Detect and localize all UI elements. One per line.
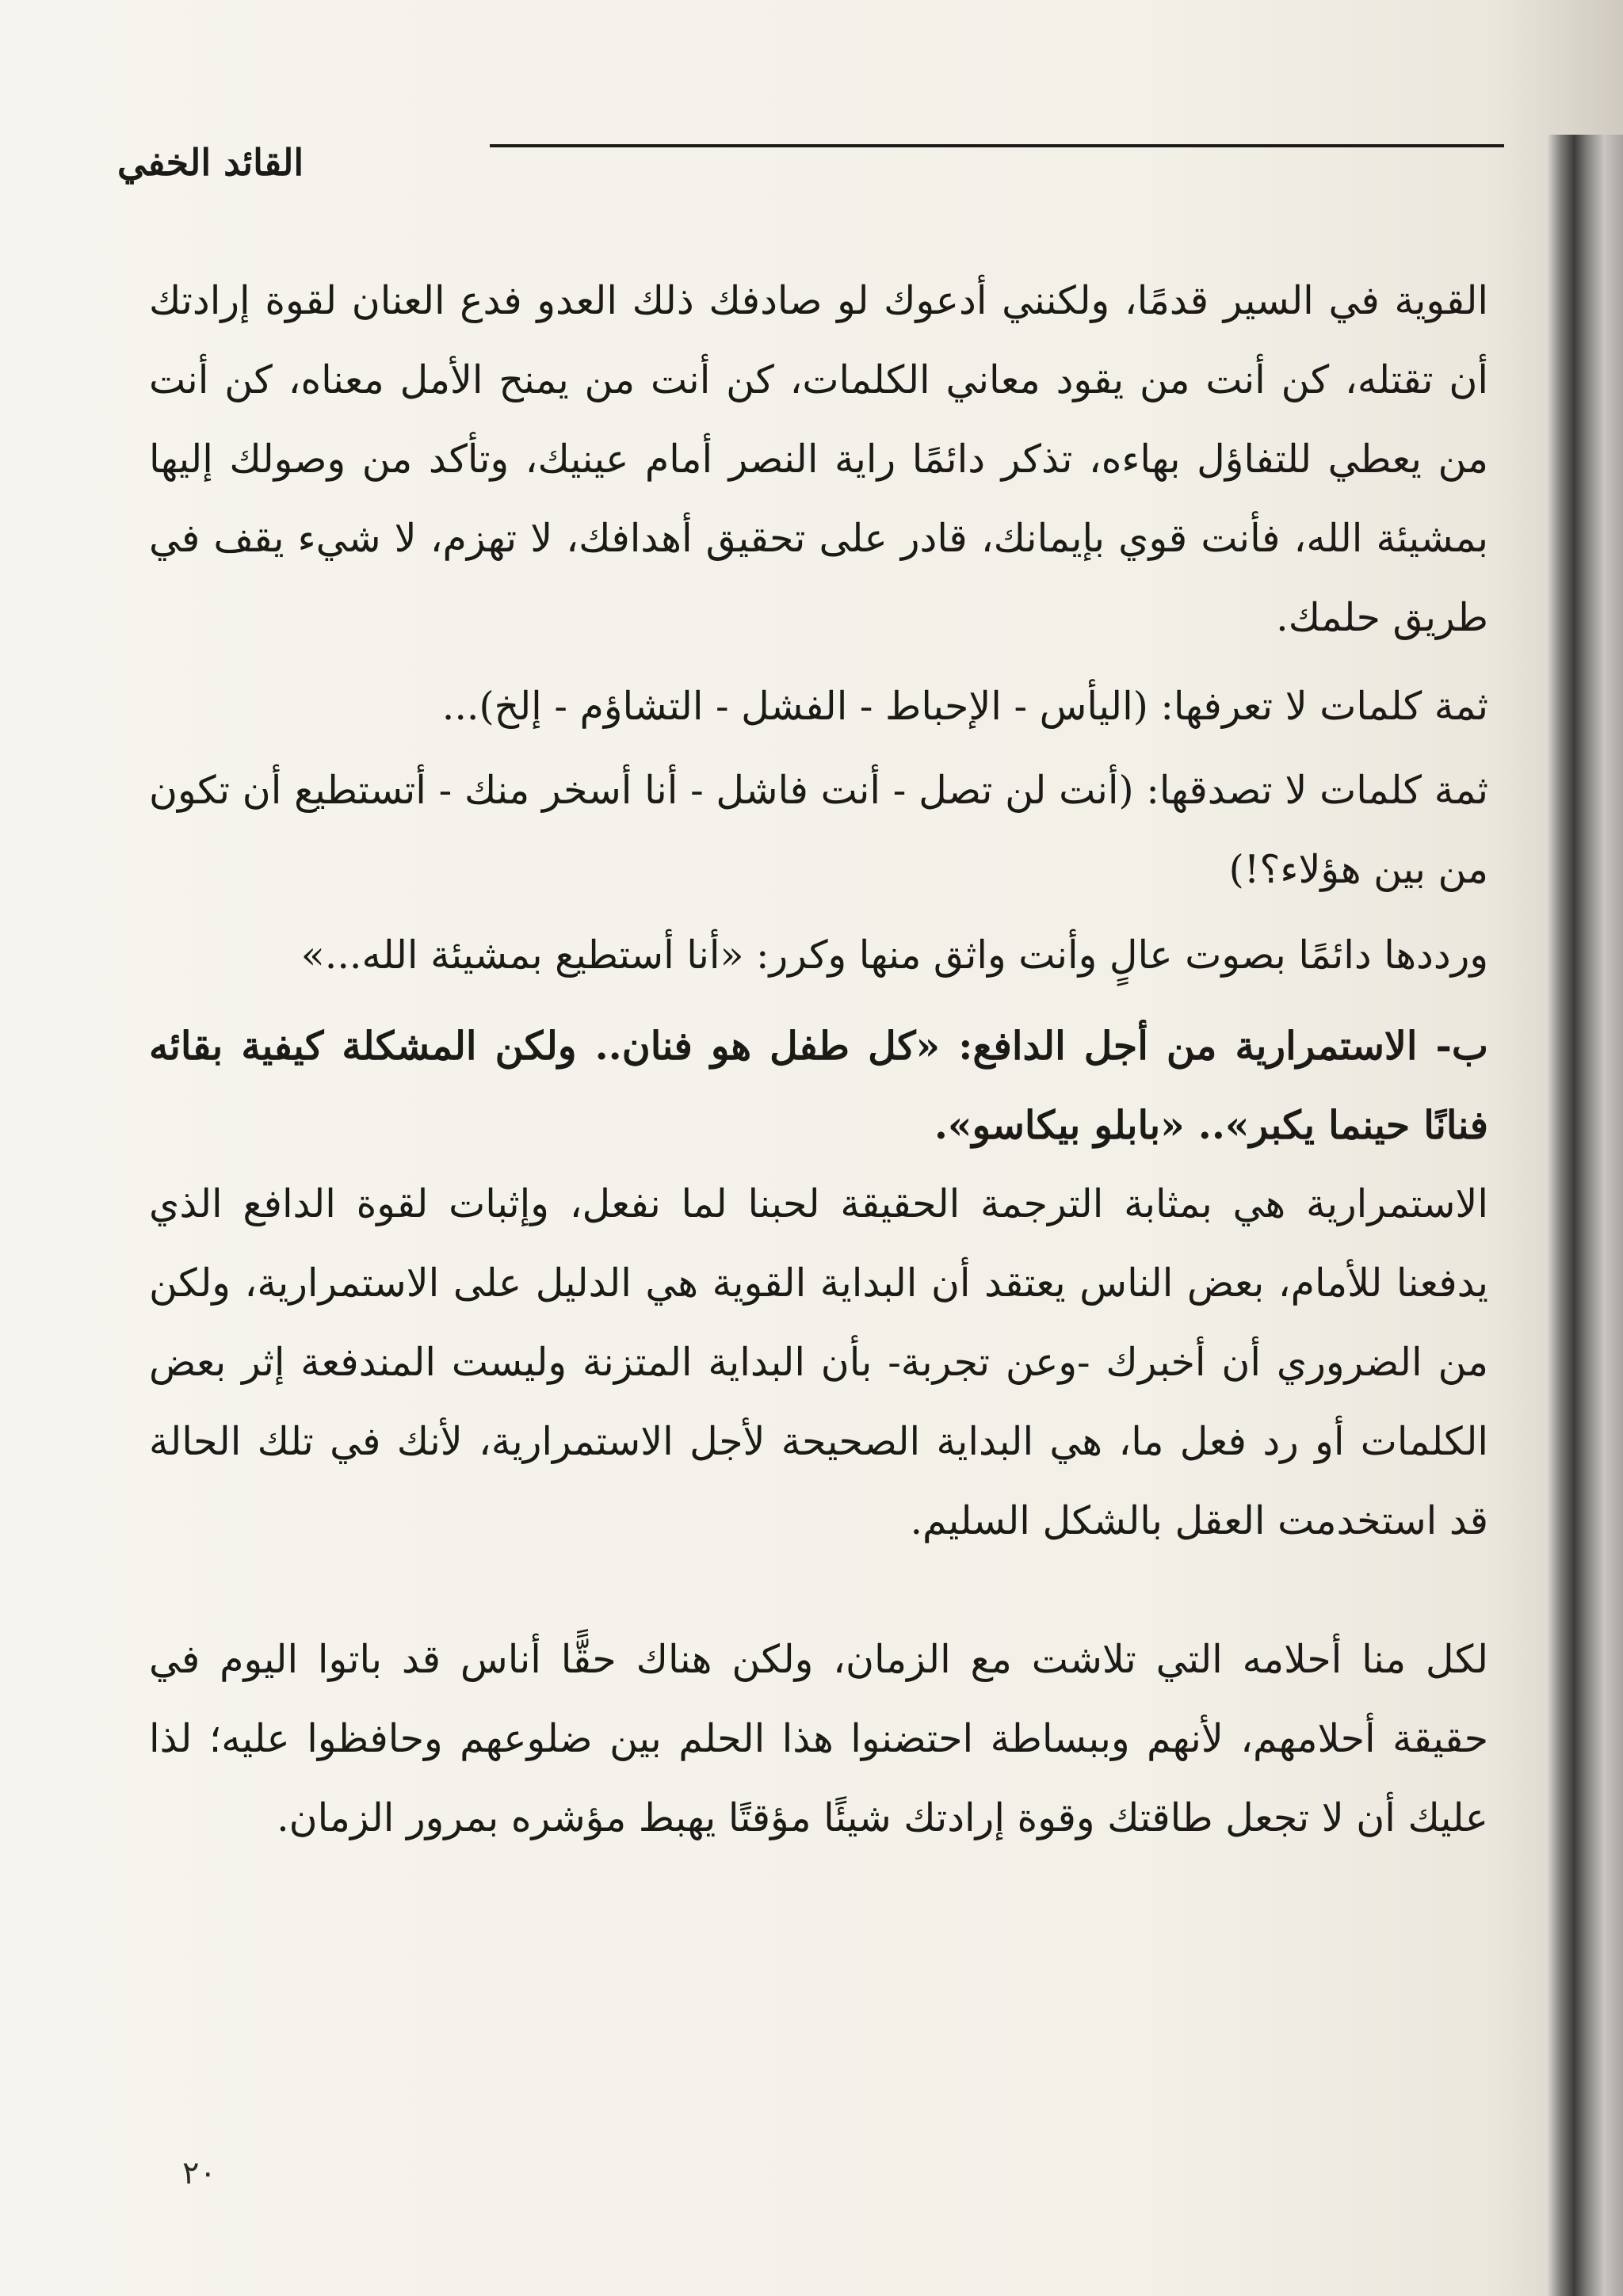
paragraph-repeat-aloud: ورددها دائمًا بصوت عالٍ وأنت واثق منها وكرر: «أنا أستطيع بمشيئة الله...» bbox=[300, 933, 1488, 978]
section-heading-continuity: ب- الاستمرارية من أجل الدافع: «كل طفل هو فنان.. ولكن المشكلة كيفية بقائه فنانًا حينما يكبر».. «بابلو بيكاسو». bbox=[149, 1023, 1488, 1148]
running-title: القائد الخفي bbox=[117, 141, 304, 184]
page-body bbox=[149, 261, 1488, 1858]
book-spine-edge bbox=[1548, 135, 1623, 2296]
paragraph-dreams: لكل منا أحلامه التي تلاشت مع الزمان، ولكن هناك حقًّا أناس قد باتوا اليوم في حقيقة أحلامهم، لأنهم وببساطة احتضنوا هذا الحلم بين ضلوعهم وحافظوا عليه؛ لذا عليك أن لا تجعل طاقتك وقوة إرادتك شيئًا مؤقتًا يهبط مؤشره بمرور الزمان. bbox=[149, 1637, 1488, 1840]
paragraph-unbelieved-words: ثمة كلمات لا تصدقها: (أنت لن تصل - أنت فاشل - أنا أسخر منك - أتستطيع أن تكون من بين هؤلاء؟!) bbox=[149, 768, 1488, 892]
paragraph-continuity: الاستمرارية هي بمثابة الترجمة الحقيقة لحبنا لما نفعل، وإثبات لقوة الدافع الذي يدفعنا للأمام، بعض الناس يعتقد أن البداية القوية هي الدليل على الاستمرارية، ولكن من الضروري أن أخبرك -وعن تجربة- بأن البداية المتزنة وليست المندفعة إثر بعض الكلمات أو رد فعل ما، هي البداية الصحيحة لأجل الاستمرارية، لأنك في تلك الحالة قد استخدمت العقل بالشكل السليم. bbox=[149, 1181, 1488, 1543]
running-header bbox=[117, 127, 1504, 198]
page-number: ٢٠ bbox=[182, 2155, 216, 2191]
paragraph-1: القوية في السير قدمًا، ولكنني أدعوك لو صادفك ذلك العدو فدع العنان لقوة إرادتك أن تقتله، كن أنت من يقود معاني الكلمات، كن أنت من يمنح الأمل معناه، كن أنت من يعطي للتفاؤل بهاءه، تذكر دائمًا راية النصر أمام عينيك، وتأكد من وصولك إليها بمشيئة الله، فأنت قوي بإيمانك، قادر على تحقيق أهدافك، لا تهزم، لا شيء يقف في طريق حلمك. bbox=[149, 278, 1488, 640]
paragraph-unknown-words: ثمة كلمات لا تعرفها: (اليأس - الإحباط - الفشل - التشاؤم - إلخ)... bbox=[441, 684, 1488, 729]
header-rule bbox=[490, 144, 1504, 147]
